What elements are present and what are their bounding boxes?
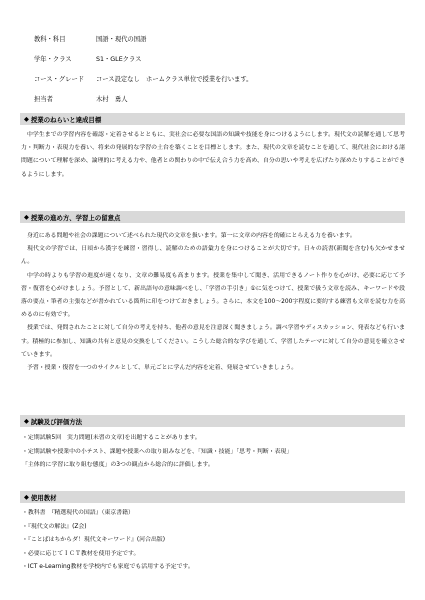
section-body-evaluation xyxy=(22,432,405,473)
info-row-class xyxy=(34,48,404,68)
diamond-icon: ◆ xyxy=(24,213,29,221)
paragraph: 身近にある問題や社会の課題について述べられた現代の文章を扱います。第一に文章の内容を的確にとらえる力を養います。 xyxy=(27,233,356,239)
course-info xyxy=(34,28,404,108)
section-body-aims xyxy=(21,129,405,182)
section-heading-aims xyxy=(20,113,405,125)
info-row-subject xyxy=(34,28,404,48)
list-item: ・定期試験5回 実力問題(未習の文章)を出題することがあります。 xyxy=(22,435,201,441)
list-item: ・教科書 『精選現代の国語』（東京書籍） xyxy=(22,510,134,516)
section-heading-materials xyxy=(20,491,405,503)
info-value: 木村 勇人 xyxy=(96,95,128,103)
info-label: コース・グレード xyxy=(34,75,85,83)
list-item: ・『現代文の解法』(Z会) xyxy=(22,523,87,530)
list-item: ・ICT e-Learning教材を学校内でも家庭でも活用する予定です。 xyxy=(22,564,194,571)
info-row-teacher xyxy=(34,88,404,108)
section-title: 使用教材 xyxy=(30,493,57,502)
paragraph: 現代文の学習では、日頃から漢字を練習・習得し、読解のための語彙力を身につけることが大切です。日々の読書(新聞を含む)も欠かせません。 xyxy=(21,246,405,266)
paragraph: 中学生までの学習内容を確認・定着させるとともに、実社会に必要な国語の知識や技能を身につけるようにします。現代文の読解を通して思考力・判断力・表現力を養い、将来の発展的な学習の土台を築くことを目標とします。また、現代の文章を読むことを通して、現代社会における諸問題について理解を深め、論理的に考える力や、他者との関わりの中で伝え合う力を高め、自分の思いや考えを広げたり深めたりすることができるようにします。 xyxy=(21,132,405,178)
section-body-method xyxy=(21,230,405,375)
paragraph: 授業では、発問されたことに対して自分の考えを持ち、他者の意見を注意深く聞きましょう。調べ学習やディスカッション、発表なども行います。積極的に参加し、知識の共有と意見の交換をしてください。こうした総合的な学びを通して、学習したテーマに対して自分の意見を確立させていきます。 xyxy=(21,325,405,358)
section-title: 試験及び評価方法 xyxy=(30,417,83,426)
info-label: 担当者 xyxy=(34,95,53,103)
info-row-course xyxy=(34,68,404,88)
diamond-icon: ◆ xyxy=(24,417,29,425)
info-value: コース設定なし ホームクラス単位で授業を行います。 xyxy=(96,75,253,83)
list-item: ・定期試験や授業中の小テスト、課題や授業への取り組みなどを、「知識・技能」「思考・判断・表現」 xyxy=(22,448,293,455)
section-heading-evaluation xyxy=(20,415,405,427)
info-label: 学年・クラス xyxy=(34,55,72,63)
section-title: 授業のねらいと達成目標 xyxy=(30,115,102,124)
diamond-icon: ◆ xyxy=(24,115,29,123)
section-body-materials xyxy=(22,507,405,575)
info-value: S1・GLEクラス xyxy=(96,55,142,63)
info-label: 教科・科目 xyxy=(34,35,66,43)
list-item: ・『ことばはちからダ！現代文キーワード』(河合出版) xyxy=(22,537,166,544)
list-item: ・必要に応じてＩＣＴ教材を使用予定です。 xyxy=(22,550,140,557)
list-item: 「主体的に学習に取り組む態度」の3つの観点から総合的に評価します。 xyxy=(22,462,214,469)
diamond-icon: ◆ xyxy=(24,493,29,501)
paragraph: 中学の時よりも学習の進度が速くなり、文章の難易度も高まります。授業を集中して聞き、活用できるノート作りを心がけ、必要に応じて予習・復習を心がけましょう。予習として、新出語句の意味調べをし、「学習の手引き」①に気をつけて、授業で扱う文章を読み、キーワードや段落の要点・筆者の主張などが書かれている箇所に印をつけておきましょう。さらに、本文を100〜200字程度に要約する練習も文章を読む力を高めるのに有効です。 xyxy=(21,272,405,319)
paragraph: 予習・授業・復習を一つのサイクルとして、単元ごとに学んだ内容を定着、発展させていきましょう。 xyxy=(27,365,298,372)
info-value: 国語・現代の国語 xyxy=(96,35,147,43)
section-title: 授業の進め方、学習上の留意点 xyxy=(30,213,121,222)
section-heading-method xyxy=(20,211,405,223)
